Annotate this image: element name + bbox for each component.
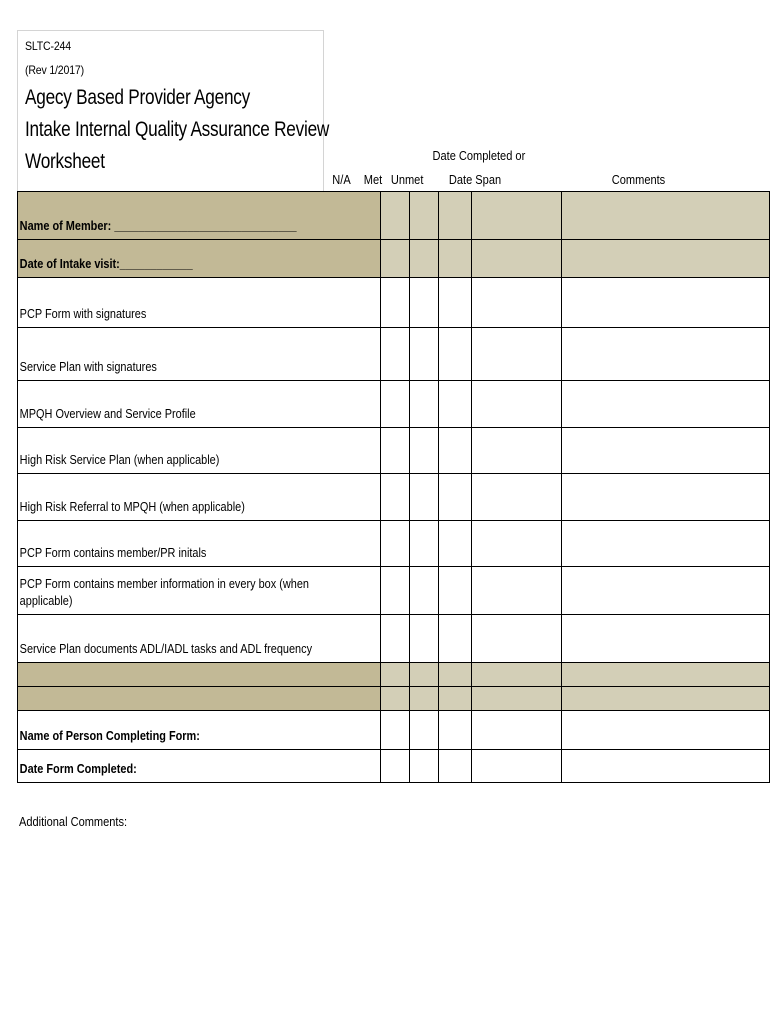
date-cell[interactable] xyxy=(472,750,562,783)
checklist-item-label xyxy=(18,687,381,711)
checklist-row xyxy=(18,711,770,750)
checklist-item-label xyxy=(18,711,381,750)
unmet-cell[interactable] xyxy=(438,278,472,328)
na-cell[interactable] xyxy=(381,278,410,328)
met-cell[interactable] xyxy=(410,711,438,750)
date-cell[interactable] xyxy=(472,381,562,428)
date-cell[interactable] xyxy=(472,328,562,381)
checklist-item-text: Date of Intake visit:____________ xyxy=(19,256,193,271)
checklist-item-text: Date Form Completed: xyxy=(19,761,137,776)
met-cell[interactable] xyxy=(410,328,438,381)
unmet-cell[interactable] xyxy=(438,567,472,615)
met-cell[interactable] xyxy=(410,521,438,567)
unmet-cell[interactable] xyxy=(438,328,472,381)
checklist-item-label xyxy=(18,567,381,615)
column-header-unmet: Unmet xyxy=(390,172,424,187)
checklist-item-label xyxy=(18,192,381,240)
checklist-row xyxy=(18,474,770,521)
na-cell[interactable] xyxy=(381,328,410,381)
date-cell[interactable] xyxy=(472,615,562,663)
unmet-cell[interactable] xyxy=(438,615,472,663)
date-cell[interactable] xyxy=(472,474,562,521)
na-cell[interactable] xyxy=(381,474,410,521)
unmet-cell[interactable] xyxy=(438,750,472,783)
form-title-line-3: Worksheet xyxy=(25,150,105,173)
column-header-na: N/A xyxy=(332,172,351,187)
met-cell[interactable] xyxy=(410,567,438,615)
column-header-date-line-2: Date Span xyxy=(448,172,502,187)
checklist-row xyxy=(18,687,770,711)
column-header-comments: Comments xyxy=(611,172,666,187)
comments-cell[interactable] xyxy=(562,567,770,615)
na-cell[interactable] xyxy=(381,663,410,687)
met-cell[interactable] xyxy=(410,663,438,687)
checklist-item-text: High Risk Service Plan (when applicable) xyxy=(19,452,220,467)
checklist-item-text xyxy=(18,705,322,710)
checklist-row xyxy=(18,663,770,687)
checklist-item-text: PCP Form contains member information in every box (when applicable) xyxy=(19,576,309,608)
unmet-cell[interactable] xyxy=(438,428,472,474)
date-cell[interactable] xyxy=(472,663,562,687)
checklist-item-label xyxy=(18,521,381,567)
met-cell[interactable] xyxy=(410,381,438,428)
form-header xyxy=(17,30,330,192)
checklist-item-label xyxy=(18,328,381,381)
checklist-row xyxy=(18,428,770,474)
met-cell[interactable] xyxy=(410,240,438,278)
na-cell[interactable] xyxy=(381,567,410,615)
met-cell[interactable] xyxy=(410,192,438,240)
unmet-cell[interactable] xyxy=(438,663,472,687)
na-cell[interactable] xyxy=(381,428,410,474)
checklist-item-text: Service Plan with signatures xyxy=(19,359,157,374)
checklist-row xyxy=(18,328,770,381)
date-cell[interactable] xyxy=(472,687,562,711)
unmet-cell[interactable] xyxy=(438,381,472,428)
unmet-cell[interactable] xyxy=(438,711,472,750)
date-cell[interactable] xyxy=(472,278,562,328)
comments-cell[interactable] xyxy=(562,687,770,711)
comments-cell[interactable] xyxy=(562,240,770,278)
checklist-item-label xyxy=(18,474,381,521)
date-cell[interactable] xyxy=(472,240,562,278)
checklist-row xyxy=(18,521,770,567)
additional-comments-label: Additional Comments: xyxy=(19,814,128,829)
review-checklist-table xyxy=(17,191,770,783)
unmet-cell[interactable] xyxy=(438,192,472,240)
comments-cell[interactable] xyxy=(562,278,770,328)
na-cell[interactable] xyxy=(381,711,410,750)
checklist-item-text: PCP Form contains member/PR initals xyxy=(19,545,207,560)
form-code: SLTC-244 xyxy=(25,39,71,53)
date-cell[interactable] xyxy=(472,521,562,567)
checklist-item-text: Service Plan documents ADL/IADL tasks and ADL frequency xyxy=(19,641,313,656)
na-cell[interactable] xyxy=(381,240,410,278)
checklist-item-label xyxy=(18,615,381,663)
unmet-cell[interactable] xyxy=(438,240,472,278)
form-title-line-2: Intake Internal Quality Assurance Review xyxy=(25,118,330,141)
checklist-item-text: High Risk Referral to MPQH (when applicable) xyxy=(19,499,245,514)
na-cell[interactable] xyxy=(381,750,410,783)
checklist-item-label xyxy=(18,381,381,428)
checklist-row xyxy=(18,750,770,783)
met-cell[interactable] xyxy=(410,278,438,328)
na-cell[interactable] xyxy=(381,521,410,567)
na-cell[interactable] xyxy=(381,687,410,711)
checklist-item-text: MPQH Overview and Service Profile xyxy=(19,406,196,421)
checklist-row xyxy=(18,240,770,278)
comments-cell[interactable] xyxy=(562,474,770,521)
checklist-item-text: Name of Member: ______________________________ xyxy=(19,218,297,233)
checklist-row xyxy=(18,381,770,428)
comments-cell[interactable] xyxy=(562,192,770,240)
checklist-row xyxy=(18,278,770,328)
comments-cell[interactable] xyxy=(562,428,770,474)
date-cell[interactable] xyxy=(472,711,562,750)
checklist-item-text: PCP Form with signatures xyxy=(19,306,147,321)
checklist-item-label xyxy=(18,750,381,783)
unmet-cell[interactable] xyxy=(438,474,472,521)
date-cell[interactable] xyxy=(472,428,562,474)
checklist-item-label xyxy=(18,663,381,687)
date-cell[interactable] xyxy=(472,567,562,615)
comments-cell[interactable] xyxy=(562,521,770,567)
unmet-cell[interactable] xyxy=(438,687,472,711)
na-cell[interactable] xyxy=(381,615,410,663)
column-header-met: Met xyxy=(363,172,383,187)
checklist-item-label xyxy=(18,240,381,278)
met-cell[interactable] xyxy=(410,750,438,783)
comments-cell[interactable] xyxy=(562,328,770,381)
comments-cell[interactable] xyxy=(562,615,770,663)
comments-cell[interactable] xyxy=(562,750,770,783)
unmet-cell[interactable] xyxy=(438,521,472,567)
met-cell[interactable] xyxy=(410,687,438,711)
checklist-row xyxy=(18,567,770,615)
checklist-item-label xyxy=(18,278,381,328)
met-cell[interactable] xyxy=(410,474,438,521)
date-cell[interactable] xyxy=(472,192,562,240)
checklist-row xyxy=(18,192,770,240)
comments-cell[interactable] xyxy=(562,663,770,687)
checklist-item-text xyxy=(18,681,322,686)
na-cell[interactable] xyxy=(381,192,410,240)
checklist-item-label xyxy=(18,428,381,474)
checklist-item-text: Name of Person Completing Form: xyxy=(19,728,200,743)
met-cell[interactable] xyxy=(410,428,438,474)
form-revision: (Rev 1/2017) xyxy=(25,63,84,77)
form-title-line-1: Agecy Based Provider Agency xyxy=(25,86,251,109)
column-header-date-line-1: Date Completed or xyxy=(432,148,526,163)
comments-cell[interactable] xyxy=(562,381,770,428)
comments-cell[interactable] xyxy=(562,711,770,750)
na-cell[interactable] xyxy=(381,381,410,428)
checklist-row xyxy=(18,615,770,663)
met-cell[interactable] xyxy=(410,615,438,663)
